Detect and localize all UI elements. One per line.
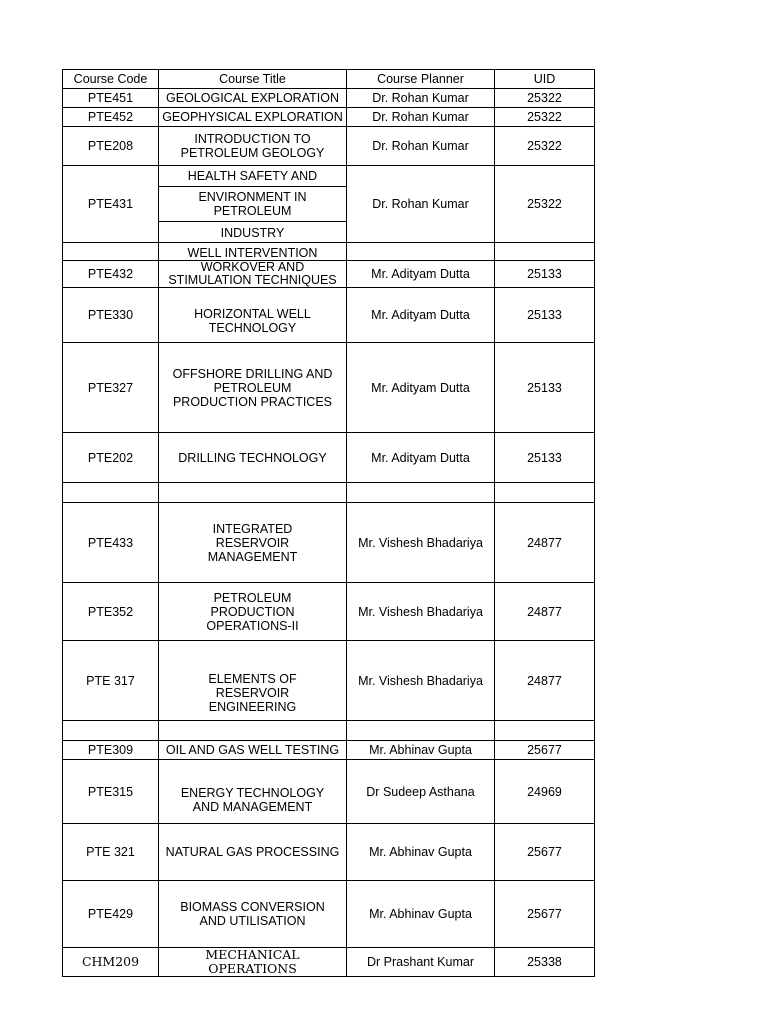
course-planner-cell: Mr. Adityam Dutta xyxy=(347,288,495,343)
course-planner-cell: Dr. Rohan Kumar xyxy=(347,127,495,166)
course-planner-cell: Mr. Abhinav Gupta xyxy=(347,741,495,760)
uid-cell: 25133 xyxy=(495,343,595,433)
course-planner-cell: Mr. Vishesh Bhadariya xyxy=(347,641,495,721)
course-planner-cell: Mr. Adityam Dutta xyxy=(347,433,495,483)
uid-cell xyxy=(495,721,595,741)
course-code-cell: PTE 321 xyxy=(63,824,159,881)
uid-cell: 24877 xyxy=(495,641,595,721)
uid-cell: 25677 xyxy=(495,881,595,948)
course-planner-cell: Dr. Rohan Kumar xyxy=(347,108,495,127)
course-code-cell: PTE330 xyxy=(63,288,159,343)
course-title-cell: WORKOVER AND STIMULATION TECHNIQUES xyxy=(159,261,347,288)
uid-cell: 25322 xyxy=(495,127,595,166)
table-row xyxy=(63,288,595,343)
uid-cell: 25322 xyxy=(495,89,595,108)
header-course-planner: Course Planner xyxy=(347,70,495,89)
table-row xyxy=(63,261,595,288)
uid-cell xyxy=(495,483,595,503)
table-row xyxy=(63,641,595,721)
table-row xyxy=(63,503,595,583)
course-code-cell: PTE208 xyxy=(63,127,159,166)
table-row xyxy=(63,583,595,641)
course-code-cell: PTE 317 xyxy=(63,641,159,721)
course-title-cell: WELL INTERVENTION xyxy=(159,243,347,261)
course-code-cell: PTE451 xyxy=(63,89,159,108)
table-row xyxy=(63,881,595,948)
course-title-cell: NATURAL GAS PROCESSING xyxy=(159,824,347,881)
uid-cell: 25133 xyxy=(495,288,595,343)
header-course-title: Course Title xyxy=(159,70,347,89)
header-uid: UID xyxy=(495,70,595,89)
table-row xyxy=(63,89,595,108)
course-title-cell: PETROLEUM PRODUCTION OPERATIONS-II xyxy=(159,583,347,641)
course-planner-cell: Dr Sudeep Asthana xyxy=(347,760,495,824)
table-row xyxy=(63,343,595,433)
course-title-cell: BIOMASS CONVERSION AND UTILISATION xyxy=(159,881,347,948)
title-line: ENVIRONMENT IN PETROLEUM xyxy=(159,187,346,222)
course-planner-cell xyxy=(347,721,495,741)
course-code-cell: CHM209 xyxy=(63,948,159,977)
header-course-code: Course Code xyxy=(63,70,159,89)
course-code-cell: PTE429 xyxy=(63,881,159,948)
course-planner-cell: Dr Prashant Kumar xyxy=(347,948,495,977)
course-code-cell: PTE352 xyxy=(63,583,159,641)
table-row-empty xyxy=(63,721,595,741)
course-title-cell: INTEGRATED RESERVOIR MANAGEMENT xyxy=(159,503,347,583)
course-planner-cell: Mr. Adityam Dutta xyxy=(347,343,495,433)
uid-cell: 25133 xyxy=(495,261,595,288)
course-planner-cell: Mr. Vishesh Bhadariya xyxy=(347,503,495,583)
course-title-cell: GEOLOGICAL EXPLORATION xyxy=(159,89,347,108)
course-planner-cell: Mr. Abhinav Gupta xyxy=(347,881,495,948)
table-row xyxy=(63,433,595,483)
course-planner-cell: Dr. Rohan Kumar xyxy=(347,89,495,108)
uid-cell: 25322 xyxy=(495,108,595,127)
course-title-cell xyxy=(159,483,347,503)
uid-cell: 25133 xyxy=(495,433,595,483)
course-planner-cell: Mr. Abhinav Gupta xyxy=(347,824,495,881)
uid-cell: 24877 xyxy=(495,583,595,641)
course-planner-cell: Dr. Rohan Kumar xyxy=(347,166,495,243)
course-code-cell xyxy=(63,483,159,503)
uid-cell: 24969 xyxy=(495,760,595,824)
course-code-cell: PTE432 xyxy=(63,261,159,288)
uid-cell xyxy=(495,243,595,261)
uid-cell: 24877 xyxy=(495,503,595,583)
table-row xyxy=(63,127,595,166)
uid-cell: 25322 xyxy=(495,166,595,243)
course-planner-cell xyxy=(347,483,495,503)
header-row xyxy=(63,70,595,89)
table-row-empty xyxy=(63,483,595,503)
table-row xyxy=(63,741,595,760)
course-title-cell xyxy=(159,721,347,741)
table-row xyxy=(63,243,595,261)
course-title-cell xyxy=(159,166,347,243)
course-planner-cell: Mr. Adityam Dutta xyxy=(347,261,495,288)
course-title-cell: ELEMENTS OF RESERVOIR ENGINEERING xyxy=(159,641,347,721)
course-title-cell: OFFSHORE DRILLING AND PETROLEUM PRODUCTION PRACTICES xyxy=(159,343,347,433)
course-title-cell: MECHANICAL OPERATIONS xyxy=(159,948,347,977)
uid-cell: 25677 xyxy=(495,824,595,881)
course-title-cell: INTRODUCTION TO PETROLEUM GEOLOGY xyxy=(159,127,347,166)
course-code-cell: PTE315 xyxy=(63,760,159,824)
table-row xyxy=(63,760,595,824)
course-title-cell: OIL AND GAS WELL TESTING xyxy=(159,741,347,760)
course-code-cell: PTE452 xyxy=(63,108,159,127)
course-code-cell: PTE327 xyxy=(63,343,159,433)
course-title-cell: ENERGY TECHNOLOGY AND MANAGEMENT xyxy=(159,760,347,824)
title-line: HEALTH SAFETY AND xyxy=(159,166,346,187)
uid-cell: 25338 xyxy=(495,948,595,977)
table-row xyxy=(63,166,595,243)
title-line: INDUSTRY xyxy=(220,226,285,240)
course-code-cell: PTE309 xyxy=(63,741,159,760)
course-code-cell: PTE431 xyxy=(63,166,159,243)
table-row xyxy=(63,108,595,127)
uid-cell: 25677 xyxy=(495,741,595,760)
course-planner-cell xyxy=(347,243,495,261)
course-planner-cell: Mr. Vishesh Bhadariya xyxy=(347,583,495,641)
course-code-cell xyxy=(63,721,159,741)
course-code-cell: PTE202 xyxy=(63,433,159,483)
course-code-cell: PTE433 xyxy=(63,503,159,583)
table-row xyxy=(63,948,595,977)
course-table xyxy=(62,69,595,977)
course-title-cell: GEOPHYSICAL EXPLORATION xyxy=(159,108,347,127)
course-title-cell: HORIZONTAL WELL TECHNOLOGY xyxy=(159,288,347,343)
course-title-cell: DRILLING TECHNOLOGY xyxy=(159,433,347,483)
table-row xyxy=(63,824,595,881)
course-code-cell xyxy=(63,243,159,261)
